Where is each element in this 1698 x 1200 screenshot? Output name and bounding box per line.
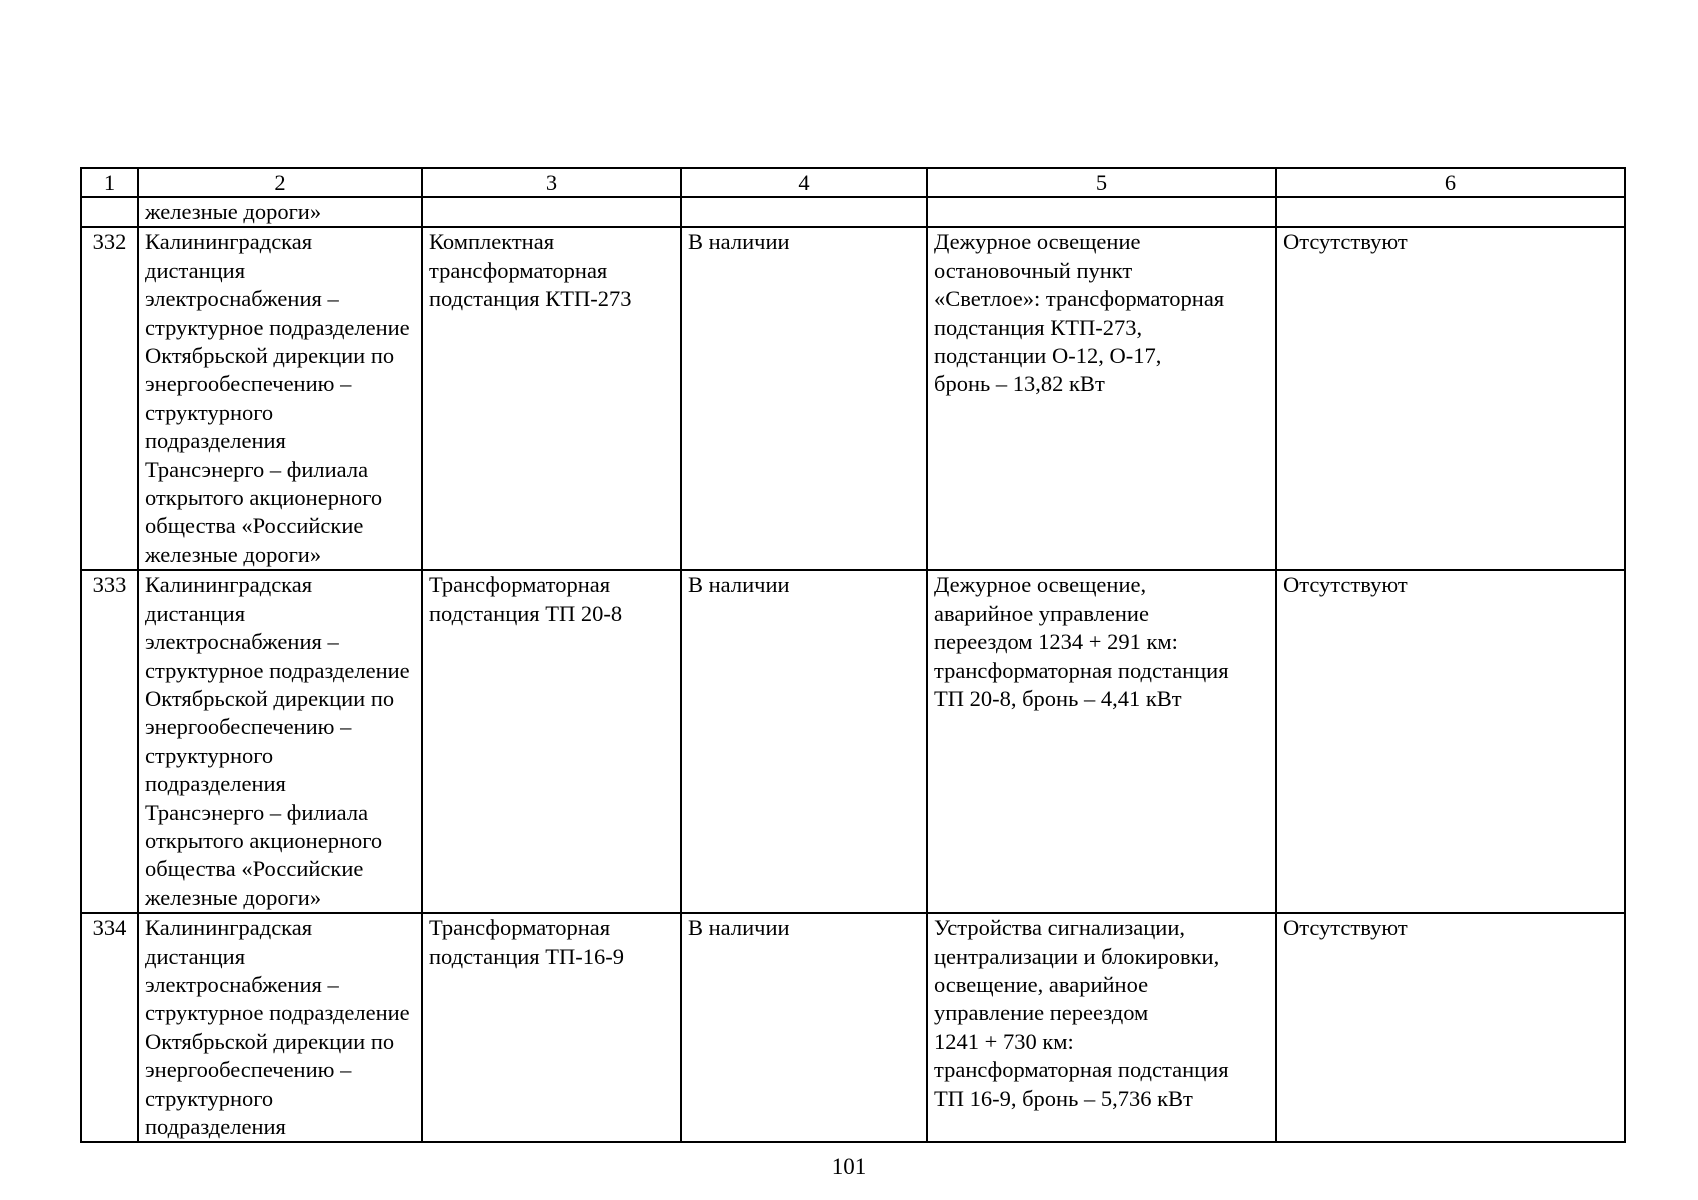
page-number: 101 — [831, 1154, 867, 1179]
cell-org: Калининградская дистанция электроснабжения – структурное подразделение Октябрьской дирекции по энергообеспечению – структурного подразделения Трансэнерго – филиала открытого акционерного общества «Российские железные дороги» — [138, 570, 422, 913]
continuation-row — [81, 197, 1625, 227]
cell-num: 334 — [81, 913, 138, 1142]
table-row — [81, 227, 1625, 570]
cell-availability: В наличии — [681, 570, 927, 913]
cell-object: Трансформаторная подстанция ТП 20-8 — [422, 570, 681, 913]
cell-availability: В наличии — [681, 227, 927, 570]
header-cell: 5 — [927, 168, 1276, 197]
cell-purpose: Дежурное освещение остановочный пункт «Светлое»: трансформаторная подстанция КТП-273, подстанции О-12, О-17, бронь – 13,82 кВт — [927, 227, 1276, 570]
cell-num: 332 — [81, 227, 138, 570]
cell-object — [422, 197, 681, 227]
cell-org: железные дороги» — [138, 197, 422, 227]
header-cell: 6 — [1276, 168, 1625, 197]
cell-purpose: Устройства сигнализации, централизации и блокировки, освещение, аварийное управление переездом 1241 + 730 км: трансформаторная подстанция ТП 16-9, бронь – 5,736 кВт — [927, 913, 1276, 1142]
table-header-row — [81, 168, 1625, 197]
cell-notes — [1276, 197, 1625, 227]
cell-notes: Отсутствуют — [1276, 913, 1625, 1142]
cell-notes: Отсутствуют — [1276, 570, 1625, 913]
table-row — [81, 570, 1625, 913]
cell-purpose: Дежурное освещение, аварийное управление переездом 1234 + 291 км: трансформаторная подстанция ТП 20-8, бронь – 4,41 кВт — [927, 570, 1276, 913]
cell-org: Калининградская дистанция электроснабжения – структурное подразделение Октябрьской дирекции по энергообеспечению – структурного подразделения Трансэнерго – филиала открытого акционерного общества «Российские железные дороги» — [138, 227, 422, 570]
cell-notes: Отсутствуют — [1276, 227, 1625, 570]
header-cell: 1 — [81, 168, 138, 197]
cell-num: 333 — [81, 570, 138, 913]
cell-purpose — [927, 197, 1276, 227]
cell-availability: В наличии — [681, 913, 927, 1142]
cell-availability — [681, 197, 927, 227]
header-cell: 3 — [422, 168, 681, 197]
cell-num — [81, 197, 138, 227]
cell-object: Комплектная трансформаторная подстанция КТП-273 — [422, 227, 681, 570]
header-cell: 2 — [138, 168, 422, 197]
document-page — [80, 167, 1624, 1143]
cell-object: Трансформаторная подстанция ТП-16-9 — [422, 913, 681, 1142]
header-cell: 4 — [681, 168, 927, 197]
table-row — [81, 913, 1625, 1142]
data-table — [80, 167, 1626, 1143]
cell-org: Калининградская дистанция электроснабжения – структурное подразделение Октябрьской дирекции по энергообеспечению – структурного подразделения — [138, 913, 422, 1142]
